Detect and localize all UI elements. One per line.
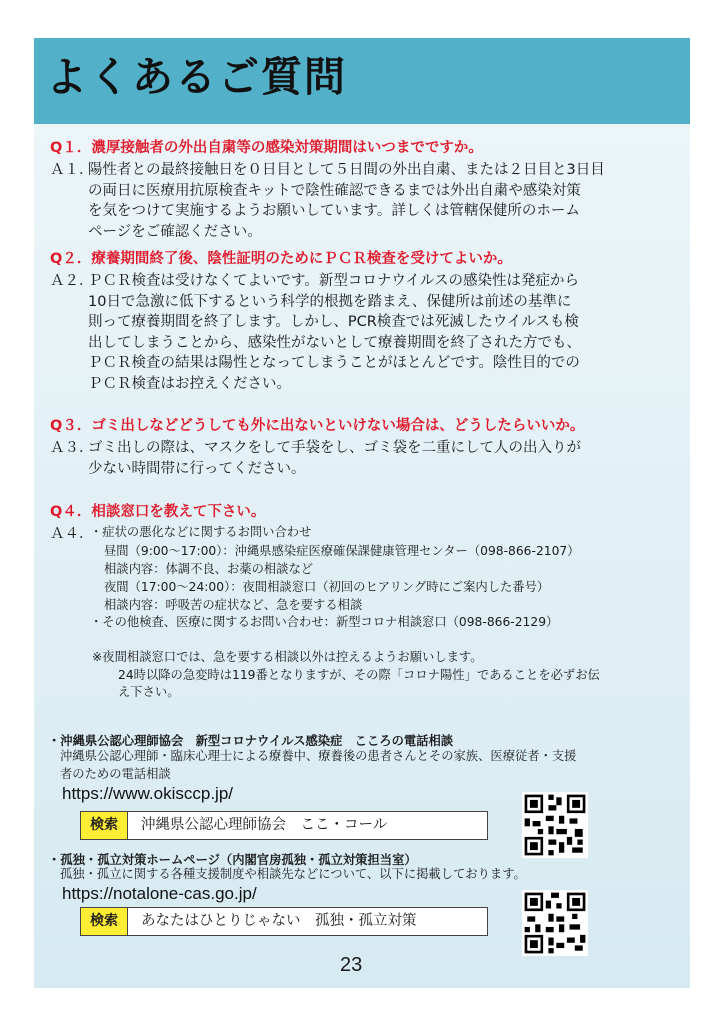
page-title: よくあるご質問 <box>46 53 347 101</box>
answer-1-line: ページをご確認ください。 <box>88 223 262 240</box>
resource-1-title: ・沖縄県公認心理師協会 新型コロナウイルス感染症 こころの電話相談 <box>48 734 454 748</box>
answer-1-line: の両日に医療用抗原検査キットで陰性確認できるまでは外出自粛や感染対策 <box>88 182 581 199</box>
resource-2-search-box[interactable] <box>80 907 488 936</box>
resource-1-url[interactable]: https://www.okisccp.jp/ <box>62 784 234 803</box>
answer-3-line: ゴミ出しの際は、マスクをして手袋をし、ゴミ袋を二重にして人の出入りが <box>88 440 581 456</box>
note-line: え下さい。 <box>118 685 180 699</box>
answer-1 <box>50 160 605 242</box>
contact-daytime-topics: 相談内容：体調不良、お薬の相談など <box>104 562 314 576</box>
contact-daytime: 昼間（9:00～17:00）：沖縄県感染症医療確保課健康管理センター（098-866-2107） <box>104 544 580 558</box>
answer-2-line: ＰＣＲ検査はお控えください。 <box>88 375 291 392</box>
contact-item-symptoms: ・症状の悪化などに関するお問い合わせ <box>90 525 312 539</box>
search-label: 検索 <box>81 812 128 839</box>
contact-item-other: ・その他検査、医療に関するお問い合わせ：新型コロナ相談窓口（098-866-2129） <box>90 615 559 629</box>
resource-1-desc: 沖縄県公認心理師・臨床心理士による療養中、療養後の患者さんとその家族、医療従者・支援 <box>60 749 577 763</box>
answer-3-label: Ａ３． <box>50 440 94 456</box>
resource-1-search-box[interactable] <box>80 811 488 840</box>
answer-2-line: 出してしまうことから、感染性がないとして療養期間を終了された方でも、 <box>88 334 581 351</box>
answer-2-line: ＰＣＲ検査は受けなくてよいです。新型コロナウイルスの感染性は発症から <box>88 273 579 289</box>
answer-1-label: Ａ１． <box>50 162 94 178</box>
question-2: Q２．療養期間終了後、陰性証明のためにＰＣＲ検査を受けてよいか。 <box>50 251 512 267</box>
answer-1-line: 陽性者との最終接触日を０日目として５日間の外出自粛、または２日目と3日目 <box>88 162 605 178</box>
answer-3 <box>50 438 581 479</box>
resource-2-desc: 孤独・孤立に関する各種支援制度や相談先などについて、以下に掲載しております。 <box>60 867 526 881</box>
page-number: 23 <box>340 954 363 976</box>
note-line: 24時以降の急変時は119番となりますが、その際「コロナ陽性」であることを必ずお伝 <box>118 668 600 682</box>
resource-2-url[interactable]: https://notalone-cas.go.jp/ <box>62 884 257 903</box>
question-1: Q１．濃厚接触者の外出自粛等の感染対策期間はいつまでですか。 <box>50 140 483 156</box>
search-keyword: 沖縄県公認心理師協会 ここ・コール <box>141 817 388 833</box>
qr-code-icon <box>522 792 588 858</box>
answer-2-line: ＰＣＲ検査の結果は陽性となってしまうことがほとんどです。陰性目的での <box>88 355 580 371</box>
answer-2-line: 10日で急激に低下するという科学的根拠を踏まえ、保健所は前述の基準に <box>88 293 572 310</box>
qr-code-icon <box>522 890 588 956</box>
note-line: ※夜間相談窓口では、急を要する相談以外は控えるようお願いします。 <box>92 650 483 664</box>
resource-1-desc: 者のための電話相談 <box>60 767 171 781</box>
search-label: 検索 <box>81 908 128 935</box>
search-keyword: あなたはひとりじゃない 孤独・孤立対策 <box>141 913 417 929</box>
contact-night-topics: 相談内容：呼吸苦の症状など、急を要する相談 <box>104 598 363 612</box>
contact-night: 夜間（17:00～24:00）：夜間相談窓口（初回のヒアリング時にご案内した番号） <box>104 580 550 594</box>
answer-2-line: 則って療養期間を終了します。しかし、PCR検査では死滅したウイルスも検 <box>88 314 579 330</box>
resource-2-title: ・孤独・孤立対策ホームページ（内閣官房孤独・孤立対策担当室） <box>48 853 417 867</box>
answer-2-label: Ａ２． <box>50 273 94 289</box>
answer-2 <box>50 271 581 394</box>
question-4: Q４．相談窓口を教えて下さい。 <box>50 504 266 520</box>
answer-4-label: Ａ４． <box>50 526 94 542</box>
answer-3-line: 少ない時間帯に行ってください。 <box>88 460 306 477</box>
answer-1-line: を気をつけて実施するようお願いしています。詳しくは管轄保健所のホーム <box>88 203 580 219</box>
question-3: Q３．ゴミ出しなどどうしても外に出ないといけない場合は、どうしたらいいか。 <box>50 418 585 434</box>
